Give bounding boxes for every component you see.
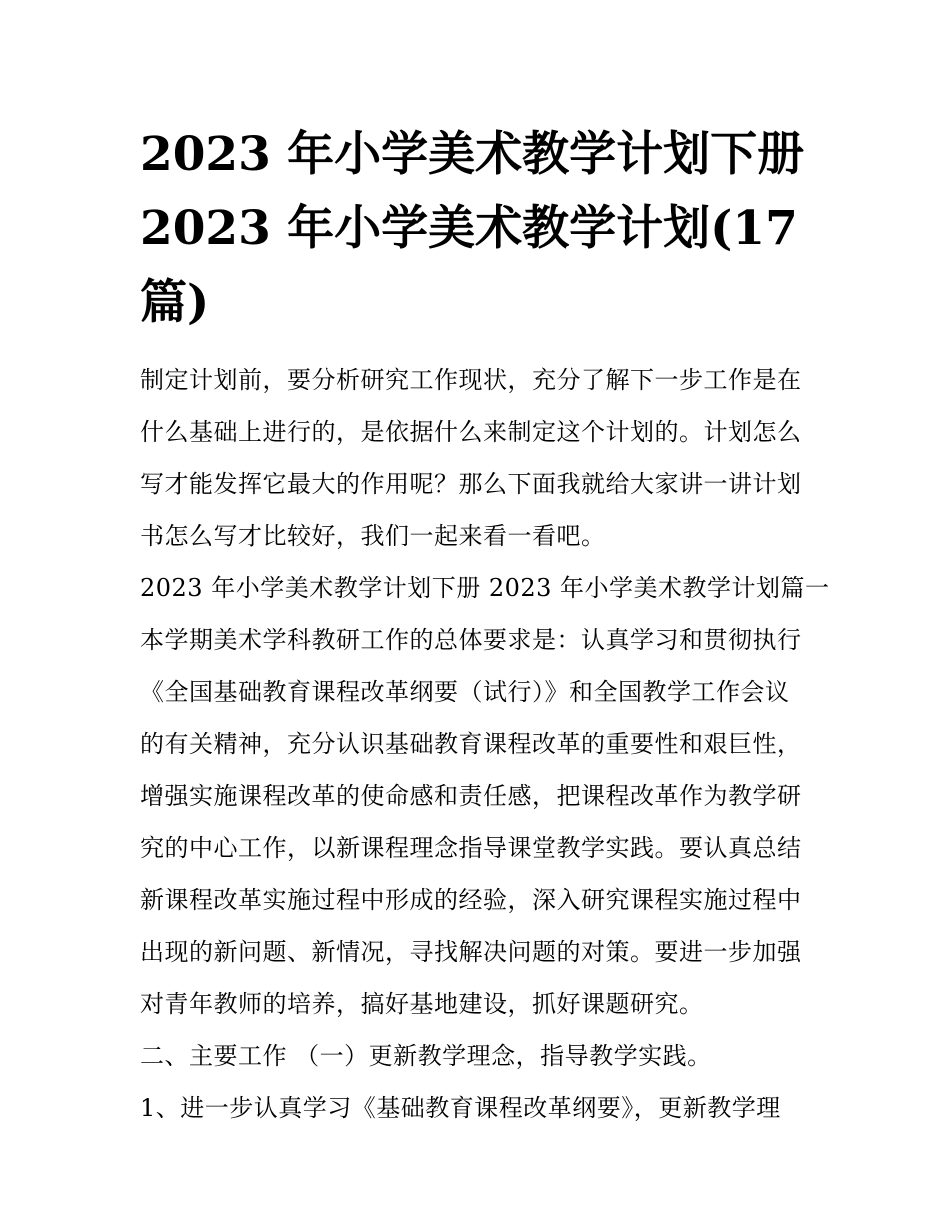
body-line-9: 增强实施课程改革的使命感和责任感，把课程改革作为教学研	[140, 782, 802, 810]
body-line-15: 1、进一步认真学习《基础教育课程改革纲要》，更新教学理	[140, 1094, 781, 1122]
body-line-8: 的有关精神，充分认识基础教育课程改革的重要性和艰巨性，	[140, 730, 802, 758]
document-title	[140, 118, 820, 340]
body-line-7: 《全国基础教育课程改革纲要（试行）》和全国教学工作会议	[140, 678, 790, 706]
body-line-14: 二、主要工作 （一）更新教学理念，指导教学实践。	[140, 1042, 712, 1070]
title-line-3: 篇)	[140, 275, 210, 330]
body-line-3: 写才能发挥它最大的作用呢？那么下面我就给大家讲一讲计划	[140, 470, 802, 498]
body-line-2: 什么基础上进行的，是依据什么来制定这个计划的。计划怎么	[140, 418, 802, 446]
body-line-12: 出现的新问题、新情况，寻找解决问题的对策。要进一步加强	[140, 938, 802, 966]
body-line-5: 2023 年小学美术教学计划下册 2023 年小学美术教学计划篇一	[140, 574, 830, 602]
document-body	[140, 354, 830, 1134]
body-line-1: 制定计划前，要分析研究工作现状，充分了解下一步工作是在	[140, 366, 802, 394]
title-line-2: 2023 年小学美术教学计划(17	[140, 201, 798, 256]
body-line-10: 究的中心工作，以新课程理念指导课堂教学实践。要认真总结	[140, 834, 802, 862]
body-line-4: 书怎么写才比较好，我们一起来看一看吧。	[140, 522, 606, 550]
title-line-1: 2023 年小学美术教学计划下册	[140, 127, 805, 182]
body-line-11: 新课程改革实施过程中形成的经验，深入研究课程实施过程中	[140, 886, 802, 914]
body-line-13: 对青年教师的培养，搞好基地建设，抓好课题研究。	[140, 990, 704, 1018]
body-line-6: 本学期美术学科教研工作的总体要求是：认真学习和贯彻执行	[140, 626, 802, 654]
